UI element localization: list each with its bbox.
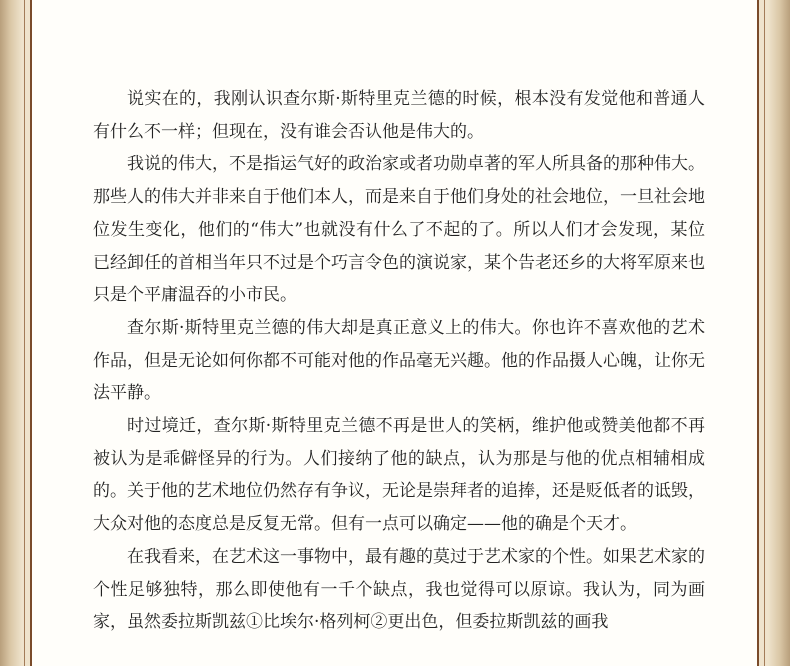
page-text (93, 83, 705, 639)
frame-line-right (757, 0, 759, 666)
paragraph-3: 查尔斯·斯特里克兰德的伟大却是真正意义上的伟大。你也许不喜欢他的艺术作品，但是无论如何你都不可能对他的作品毫无兴趣。他的作品摄人心魄，让你无法平静。 (93, 317, 705, 404)
frame-line-left-outer (24, 0, 25, 666)
frame-line-right-outer (764, 0, 765, 666)
paragraph-5: 在我看来，在艺术这一事物中，最有趣的莫过于艺术家的个性。如果艺术家的个性足够独特，那么即使他有一千个缺点，我也觉得可以原谅。我认为，同为画家，虽然委拉斯凯兹①比埃尔·格列柯②更出色，但委拉斯凯兹的画我 (93, 546, 705, 633)
paragraph-4: 时过境迁，查尔斯·斯特里克兰德不再是世人的笑柄，维护他或赞美他都不再被认为是乖僻怪异的行为。人们接纳了他的缺点，认为那是与他的优点相辅相成的。关于他的艺术地位仍然存有争议，无论是崇拜者的追捧，还是贬低者的诋毁，大众对他的态度总是反复无常。但有一点可以确定——他的确是个天才。 (93, 416, 705, 535)
paragraph-2: 我说的伟大，不是指运气好的政治家或者功勋卓著的军人所具备的那种伟大。那些人的伟大并非来自于他们本人，而是来自于他们身处的社会地位，一旦社会地位发生变化，他们的“伟大”也就没有什么了不起的了。所以人们才会发现，某位已经卸任的首相当年只不过是个巧言令色的演说家，某个告老还乡的大将军原来也只是个平庸温吞的小市民。 (93, 154, 705, 306)
paragraph-1: 说实在的，我刚认识查尔斯·斯特里克兰德的时候，根本没有发觉他和普通人有什么不一样；但现在，没有谁会否认他是伟大的。 (93, 89, 705, 142)
